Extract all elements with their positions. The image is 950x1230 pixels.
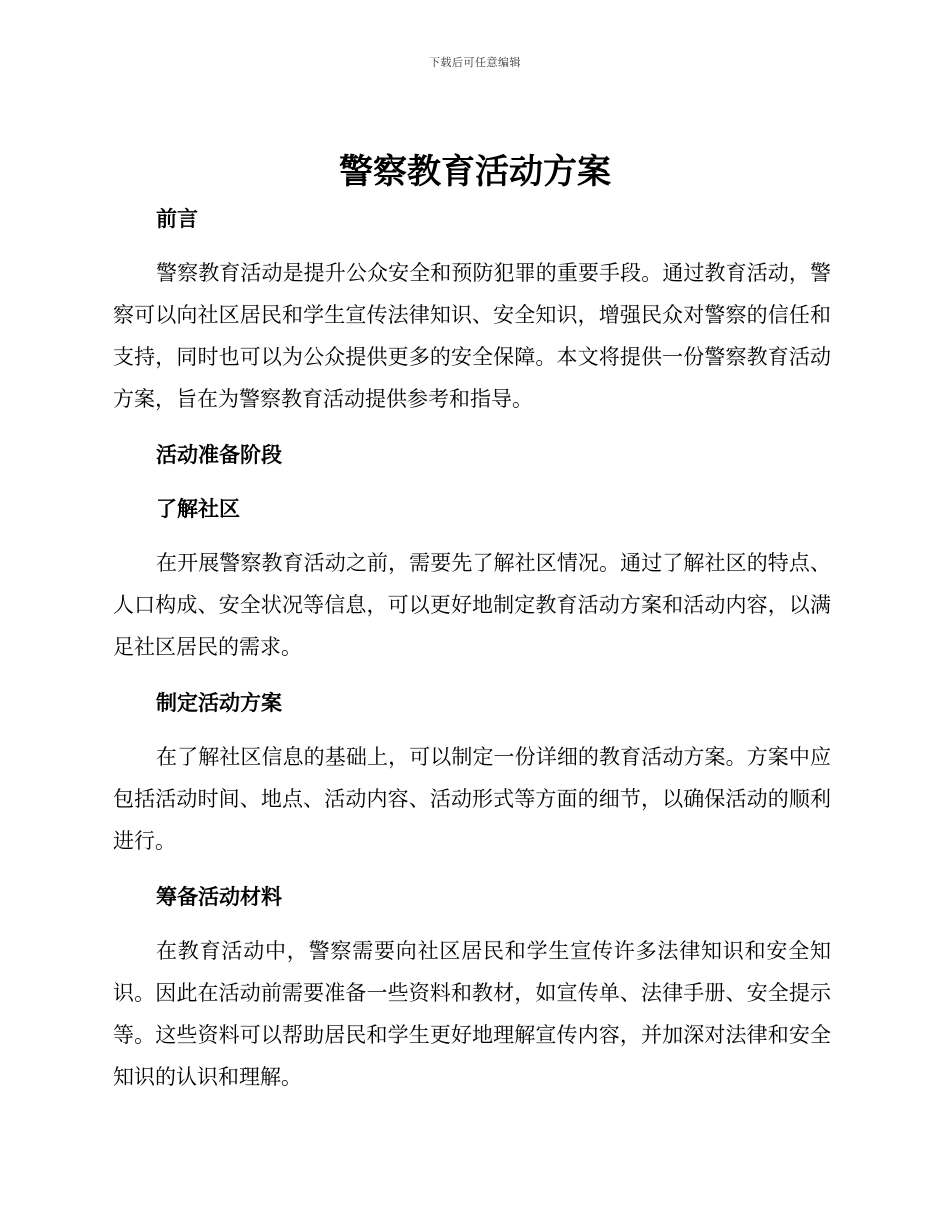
document-body: [113, 198, 831, 1098]
section-heading-preface: 前言: [156, 207, 198, 231]
paragraph-understand-community: 在开展警察教育活动之前，需要先了解社区情况。通过了解社区的特点、人口构成、安全状况等信息，可以更好地制定教育活动方案和活动内容，以满足社区居民的需求。: [113, 551, 831, 659]
section-heading-make-plan: 制定活动方案: [156, 691, 282, 715]
paragraph-make-plan: 在了解社区信息的基础上，可以制定一份详细的教育活动方案。方案中应包括活动时间、地点、活动内容、活动形式等方面的细节，以确保活动的顺利进行。: [113, 745, 831, 853]
section-heading-prepare-materials: 筹备活动材料: [156, 885, 282, 909]
paragraph-preface: 警察教育活动是提升公众安全和预防犯罪的重要手段。通过教育活动，警察可以向社区居民和学生宣传法律知识、安全知识，增强民众对警察的信任和支持，同时也可以为公众提供更多的安全保障。本文将提供一份警察教育活动方案，旨在为警察教育活动提供参考和指导。: [113, 261, 831, 411]
header-note: 下载后可任意编辑: [429, 56, 521, 69]
paragraph-prepare-materials: 在教育活动中，警察需要向社区居民和学生宣传许多法律知识和安全知识。因此在活动前需要准备一些资料和教材，如宣传单、法律手册、安全提示等。这些资料可以帮助居民和学生更好地理解宣传内容，并加深对法律和安全知识的认识和理解。: [113, 939, 831, 1089]
section-heading-preparation: 活动准备阶段: [156, 443, 282, 467]
section-heading-understand-community: 了解社区: [156, 497, 240, 521]
document-title: 警察教育活动方案: [339, 152, 611, 192]
